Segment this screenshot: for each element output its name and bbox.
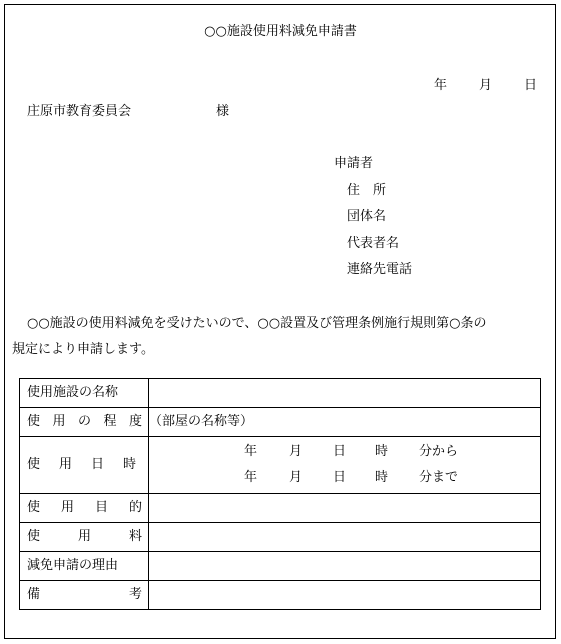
exemption-reason-field[interactable]: [149, 552, 541, 581]
start-minute-label: 分から: [419, 444, 459, 459]
applicant-address-label: 住 所: [347, 183, 387, 198]
start-year-label: 年: [244, 444, 258, 459]
usage-extent-field[interactable]: [149, 408, 541, 437]
applicant-phone-label: 連絡先電話: [347, 262, 413, 277]
facility-name-label: [20, 379, 149, 408]
start-hour-label: 時: [375, 444, 389, 459]
label-char: 用: [77, 529, 91, 544]
usage-fee-label: [20, 523, 149, 552]
date-day-label: 日: [524, 78, 538, 93]
end-month-label: 月: [289, 470, 303, 485]
label-char: 使: [27, 529, 41, 544]
end-year-label: 年: [244, 470, 258, 485]
applicant-representative-label: 代表者名: [347, 236, 400, 251]
label-char: 使: [27, 457, 41, 472]
label-char: 備: [27, 587, 41, 602]
exemption-reason-label-text: 減免申請の理由: [27, 558, 119, 573]
label-char: 使: [27, 414, 41, 429]
exemption-reason-label: [20, 552, 149, 581]
usage-fee-field[interactable]: [149, 523, 541, 552]
usage-datetime-field[interactable]: [149, 437, 541, 494]
table-row: [20, 379, 541, 408]
usage-purpose-field[interactable]: [149, 494, 541, 523]
table-row: [20, 523, 541, 552]
label-char: 目: [94, 500, 108, 515]
label-char: 用: [60, 500, 74, 515]
body-text-line-2: 規定により申請します。: [12, 342, 154, 357]
application-form-table: [19, 378, 541, 610]
label-char: 考: [128, 587, 142, 602]
label-char: 程: [103, 414, 117, 429]
remarks-label: [20, 581, 149, 610]
table-row: [20, 494, 541, 523]
body-text-line-1: ○○施設の使用料減免を受けたいので、○○設置及び管理条例施行規則第○条の: [27, 316, 487, 331]
document-title: ○○施設使用料減免申請書: [204, 24, 357, 39]
table-row: [20, 581, 541, 610]
usage-extent-hint: （部屋の名称等）: [149, 414, 254, 429]
table-row: [20, 408, 541, 437]
usage-purpose-label: [20, 494, 149, 523]
label-char: 料: [128, 529, 142, 544]
usage-extent-label: [20, 408, 149, 437]
start-day-label: 日: [333, 444, 347, 459]
label-char: の: [77, 414, 91, 429]
date-month-label: 月: [479, 78, 493, 93]
label-char: 度: [128, 414, 142, 429]
label-char: 用: [58, 457, 72, 472]
end-hour-label: 時: [375, 470, 389, 485]
label-char: 的: [128, 500, 142, 515]
end-day-label: 日: [333, 470, 347, 485]
end-minute-label: 分まで: [419, 470, 459, 485]
usage-datetime-label: [20, 437, 149, 494]
label-char: 用: [52, 414, 66, 429]
addressee: 庄原市教育委員会: [27, 104, 132, 119]
remarks-field[interactable]: [149, 581, 541, 610]
label-char: 使: [27, 500, 41, 515]
applicant-heading: 申請者: [334, 156, 374, 171]
table-row: [20, 552, 541, 581]
start-month-label: 月: [289, 444, 303, 459]
date-year-label: 年: [434, 78, 448, 93]
label-char: 日: [90, 457, 104, 472]
label-char: 時: [122, 457, 136, 472]
facility-name-label-text: 使用施設の名称: [27, 385, 119, 400]
datetime-end-line: [149, 465, 540, 491]
table-row: [20, 437, 541, 494]
facility-name-field[interactable]: [149, 379, 541, 408]
datetime-start-line: [149, 439, 540, 465]
applicant-group-label: 団体名: [347, 209, 387, 224]
honorific: 様: [216, 104, 230, 119]
